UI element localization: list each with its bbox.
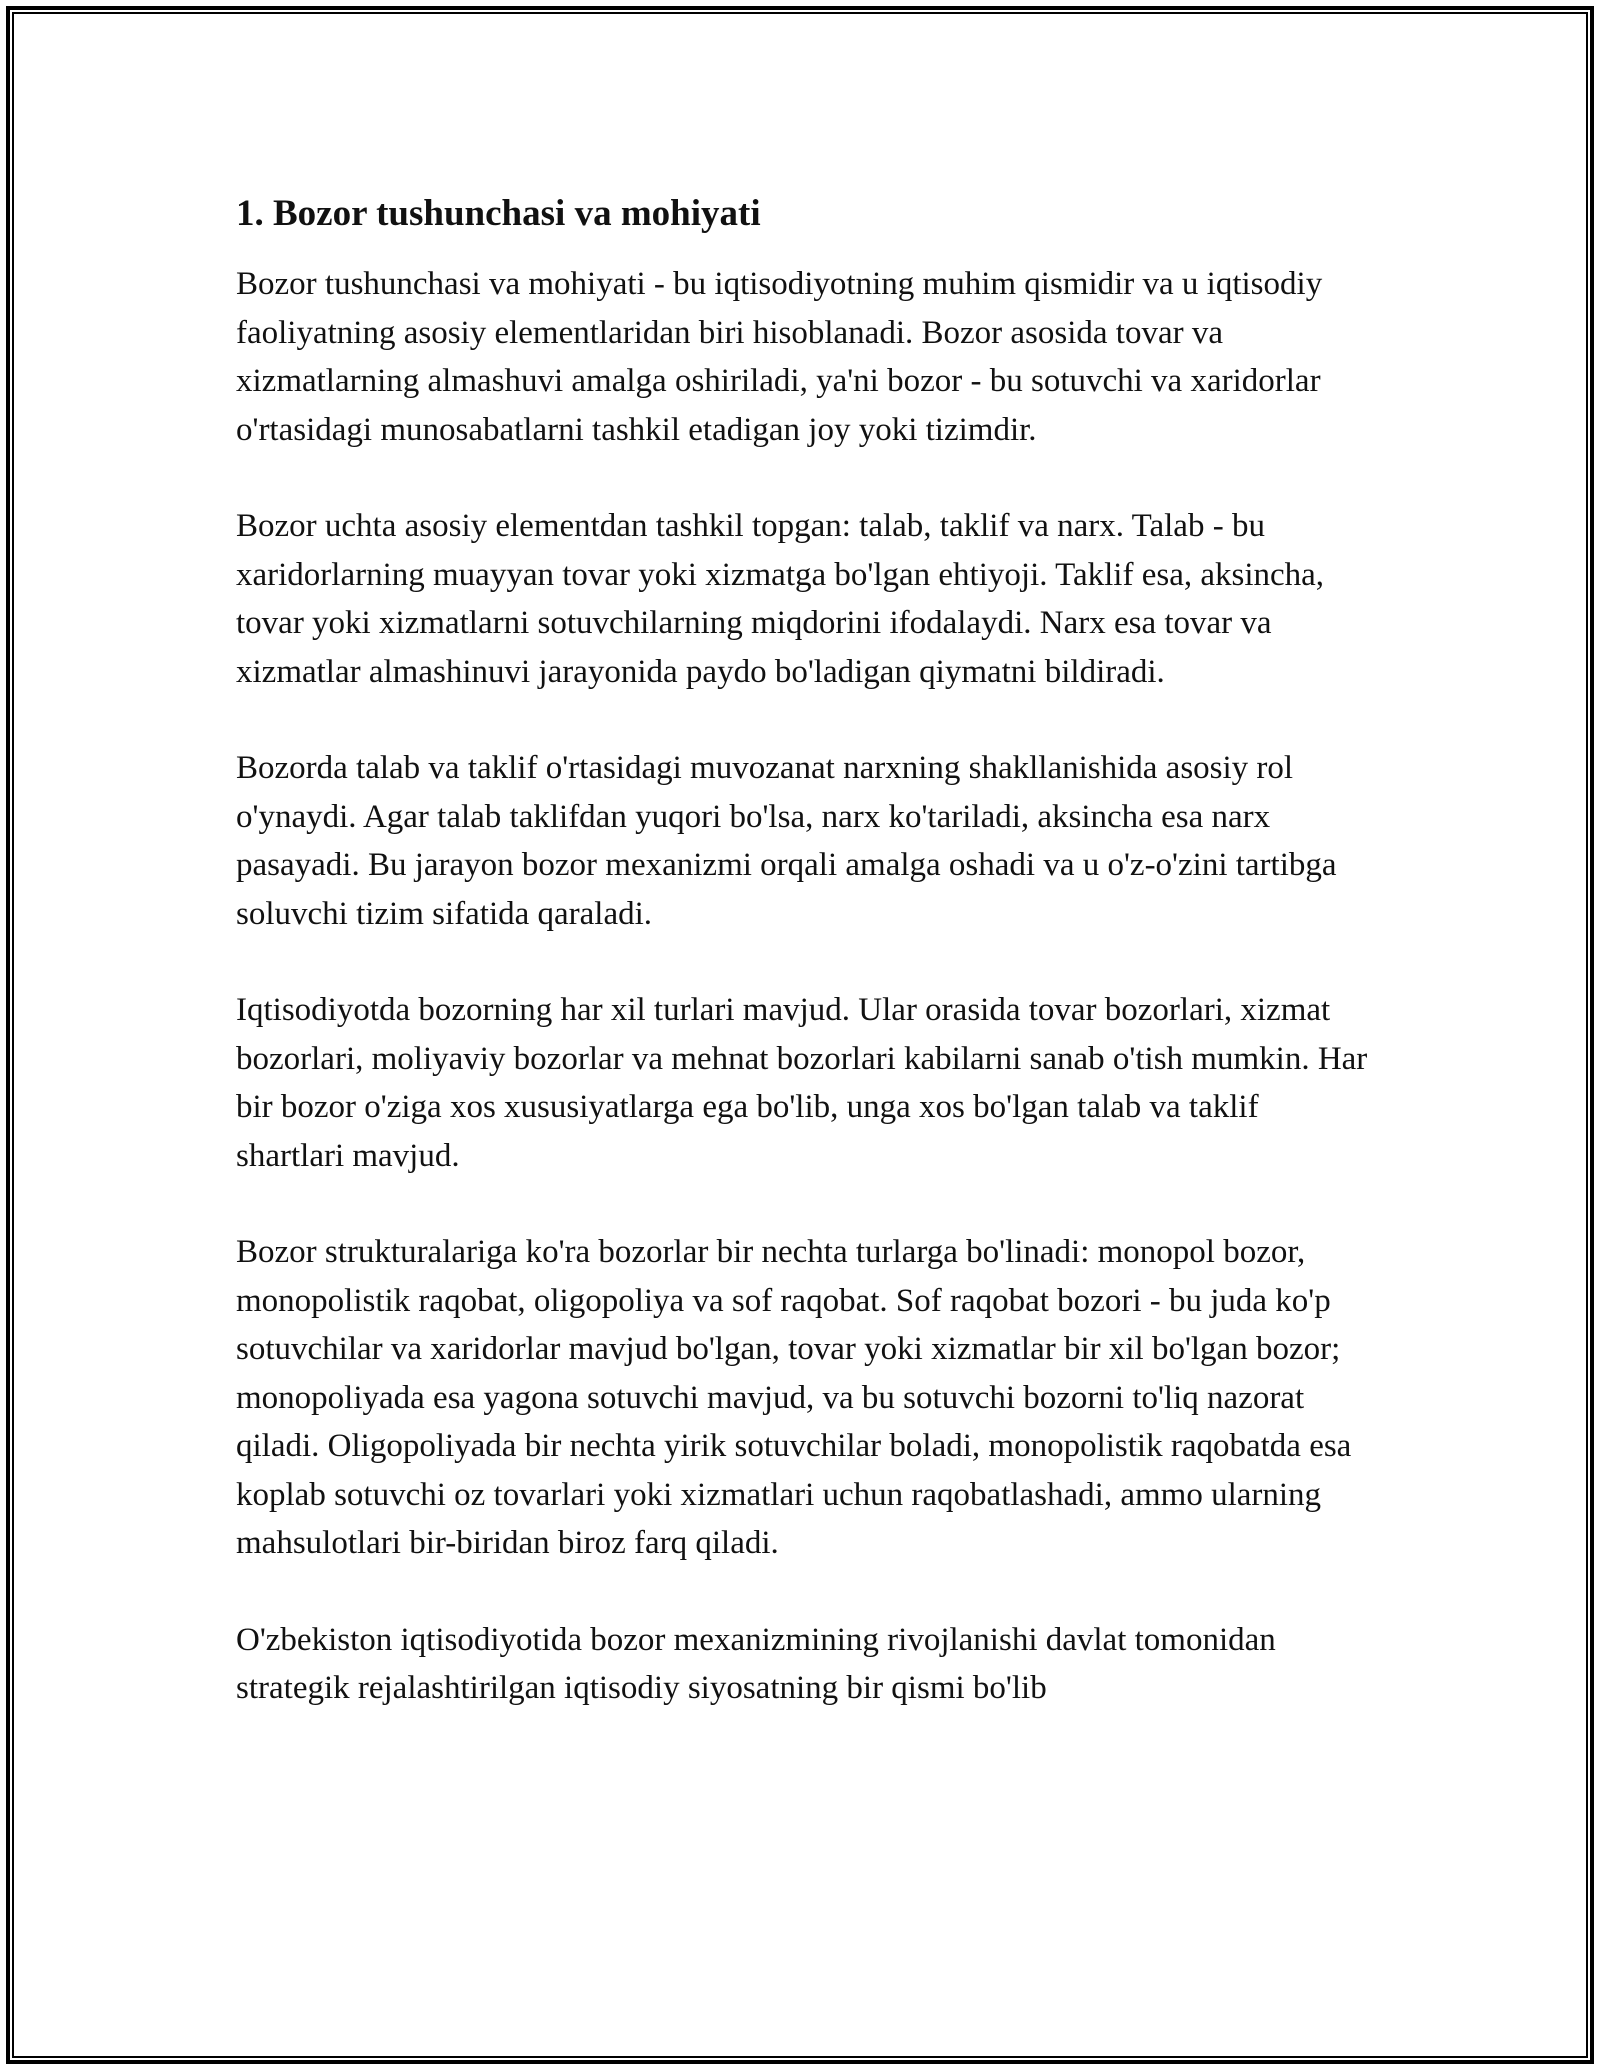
document-body — [236, 188, 1370, 1713]
section-heading: 1. Bozor tushunchasi va mohiyati — [236, 193, 761, 234]
paragraph-4: Iqtisodiyotda bozorning har xil turlari mavjud. Ular orasida tovar bozorlari, xizmat bozorlari, moliyaviy bozorlar va mehnat bozorlari kabilarni sanab o'tish mumkin. Har bir bozor o'ziga xos xususiyatlarga ega bo'lib, unga xos bo'lgan talab va taklif shartlari mavjud. — [236, 992, 1368, 1174]
paragraph-1: Bozor tushunchasi va mohiyati - bu iqtisodiyotning muhim qismidir va u iqtisodiy faoliyatning asosiy elementlaridan biri hisoblanadi. Bozor asosida tovar va xizmatlarning almashuvi amalga oshiriladi, ya'ni bozor - bu sotuvchi va xaridorlar o'rtasidagi munosabatlarni tashkil etadigan joy yoki tizimdir. — [236, 266, 1323, 448]
paragraph-2: Bozor uchta asosiy elementdan tashkil topgan: talab, taklif va narx. Talab - bu xaridorlarning muayyan tovar yoki xizmatga bo'lgan ehtiyoji. Taklif esa, aksincha, tovar yoki xizmatlarni sotuvchilarning miqdorini ifodalaydi. Narx esa tovar va xizmatlar almashinuvi jarayonida paydo bo'ladigan qiymatni bildiradi. — [236, 508, 1325, 690]
paragraph-5: Bozor strukturalariga ko'ra bozorlar bir nechta turlarga bo'linadi: monopol bozor, monopolistik raqobat, oligopoliya va sof raqobat. Sof raqobat bozori - bu juda ko'p sotuvchilar va xaridorlar mavjud bo'lgan, tovar yoki xizmatlar bir xil bo'lgan bozor; monopoliyada esa yagona sotuvchi mavjud, va bu sotuvchi bozorni to'liq nazorat qiladi. Oligopoliyada bir nechta yirik sotuvchilar boladi, monopolistik raqobatda esa koplab sotuvchi oz tovarlari yoki xizmatlari uchun raqobatlashadi, ammo ularning mahsulotlari bir-biridan biroz farq qiladi. — [236, 1234, 1352, 1561]
paragraph-3: Bozorda talab va taklif o'rtasidagi muvozanat narxning shakllanishida asosiy rol o'ynaydi. Agar talab taklifdan yuqori bo'lsa, narx ko'tariladi, aksincha esa narx pasayadi. Bu jarayon bozor mexanizmi orqali amalga oshadi va u o'z-o'zini tartibga soluvchi tizim sifatida qaraladi. — [236, 750, 1337, 932]
paragraph-6: O'zbekiston iqtisodiyotida bozor mexanizmining rivojlanishi davlat tomonidan strategik rejalashtirilgan iqtisodiy siyosatning bir qismi bo'lib — [236, 1621, 1276, 1706]
